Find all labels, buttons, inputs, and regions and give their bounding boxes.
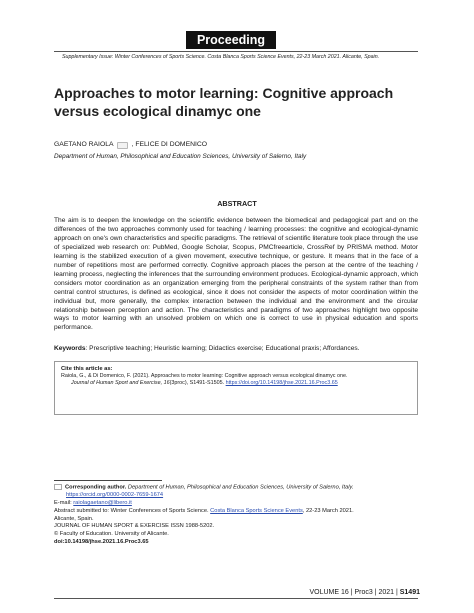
keywords	[54, 345, 418, 352]
citation-box	[54, 361, 418, 415]
citation-line-2	[61, 380, 411, 387]
footnote-rule	[54, 480, 162, 481]
email-link[interactable]: raiolagaetano@libero.it	[73, 500, 132, 507]
email-label: E-mail:	[54, 500, 74, 507]
citation-journal: Journal of Human Sport and Exercise, 16	[71, 380, 170, 387]
corresponding-label: Corresponding author.	[65, 484, 127, 491]
keywords-label: Keywords	[54, 345, 86, 352]
journal-issn: JOURNAL OF HUMAN SPORT & EXERCISE ISSN 1988-5202.	[54, 523, 215, 530]
submitted-line	[54, 508, 424, 516]
location-line: Alicante, Spain.	[54, 515, 94, 522]
citation-issue-pages: (3proc), S1491-S1505.	[169, 380, 226, 387]
header-rule	[54, 51, 418, 52]
email-line	[54, 500, 424, 508]
corresponding-author	[54, 484, 424, 492]
affiliation: Department of Human, Philosophical and Education Sciences, University of Salerno, Italy	[54, 153, 307, 160]
doi-line	[54, 539, 424, 547]
title-line-2: versus ecological dinamyc one	[54, 103, 261, 119]
footer-rule	[54, 598, 418, 599]
citation-doi-link[interactable]: https://doi.org/10.14198/jhse.2021.16.Proc3.65	[225, 380, 338, 387]
costa-blanca-link[interactable]: Costa Blanca Sports Science Events	[210, 507, 303, 514]
article-title	[54, 84, 434, 120]
citation-heading: Cite this article as:	[61, 366, 113, 372]
citation-line-1: Raiola, G., & Di Domenico, F. (2021). Approaches to motor learning: Cognitive approach versus ecological dinamyc one.	[61, 373, 348, 380]
page-number: S1491	[399, 589, 420, 596]
copyright: © Faculty of Education. University of Alicante.	[54, 531, 169, 538]
proceeding-badge: Proceeding	[186, 31, 276, 49]
abstract-heading: ABSTRACT	[217, 199, 257, 208]
volume-footer	[309, 589, 420, 596]
orcid-link[interactable]: https://orcid.org/0000-0002-7659-1674	[66, 492, 164, 499]
orcid-line	[54, 492, 424, 500]
supplementary-issue-note: Supplementary Issue: Winter Conferences of Sports Science. Costa Blanca Sports Science Events, 22-23 March 2021. Alicante, Spain.	[62, 54, 380, 60]
footnote	[54, 484, 424, 547]
corresponding-text: Department of Human, Philosophical and Education Sciences, University of Salerno, Italy.	[126, 484, 354, 491]
submitted-suffix: , 22-23 March 2021.	[302, 507, 354, 514]
author-raiola: GAETANO RAIOLA	[54, 141, 114, 148]
author-di-domenico: , FELICE DI DOMENICO	[131, 141, 208, 148]
volume-info: VOLUME 16 | Proc3 | 2021 |	[309, 589, 400, 596]
envelope-icon	[54, 484, 62, 490]
submitted-prefix: Abstract submitted to: Winter Conferences of Sports Science.	[54, 507, 211, 514]
abstract-body: The aim is to deepen the knowledge on the scientific evidence between the biomedical and pedagogical part and on the differences of the two approaches commonly used for teaching / learning processes: the cognitive and ecological-dynamic approach on one's own characteristics and specific paradigms. The retrieval of scientific literature took place through the use of specialized web research on: PubMed, Google Scholar, Scopus, PMCfreearticle, CrossRef by PRISMA method. Motor learning is the stabilized execution of a given movement, executive technique, or gesture. It means that in the face of a number of repetitions most are performed correctly. Cognitive approach places the person at the centre of the teaching / learning process, neglecting the inferences that the surrounding environment produces. Ecological-dynamic approach, which considers motor coordination as an organization emerging from the peripheral constraints of the system rather than from central control structures, is defined as ecological, since it does not consider the aspects of motor coordination within the individual but, more generally, the complex interaction between the individual and the environment and the circular relationship between perception and action. The characteristics and paradigms of two approaches highlight two opposite ways to motor learning with an unsolved problem on which one is correct to use in physical education and sports performance.	[54, 217, 418, 332]
orcid-icon[interactable]	[117, 141, 128, 148]
title-line-1: Approaches to motor learning: Cognitive approach	[54, 85, 394, 101]
doi-text: doi:10.14198/jhse.2021.16.Proc3.65	[54, 539, 149, 546]
keywords-text: : Prescriptive teaching; Heuristic learning; Didactics exercise; Educational praxis; Affordances.	[85, 345, 360, 352]
author-list	[54, 141, 207, 148]
